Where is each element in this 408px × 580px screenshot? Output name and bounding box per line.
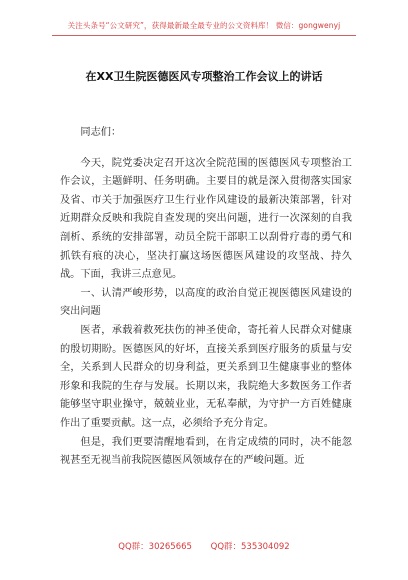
paragraph: 今天，院党委决定召开这次全院范围的医德医风专项整治工作会议，主题鲜明、任务明确。主要目的就是深入贯彻落实国家及省、市关于加强医疗卫生行业作风建设的最新决策部署，针对近期群众反映和我院自查发现的突出问题，进行一次深刻的自我剖析、系统的安排部署，动员全院干部职工以刮骨疗毒的勇气和抓铁有痕的决心，坚决打赢这场医德医风建设的攻坚战、持久战。下面，我讲三点意见。 [60, 157, 352, 281]
section-heading: 一、认清严峻形势，以高度的政治自觉正视医德医风建设的突出问题 [60, 287, 352, 318]
header-notice: 关注头条号“公文研究”，获得最新最全最专业的公文资料库！ 微信：gongwenyj [67, 21, 341, 30]
header-divider [52, 35, 356, 36]
document-body [60, 124, 352, 471]
document-title: 在XX卫生院医德医风专项整治工作会议上的讲话 [85, 70, 323, 83]
greeting: 同志们： [80, 127, 122, 138]
paragraph: 医者，承载着救死扶伤的神圣使命，寄托着人民群众对健康的殷切期盼。医德医风的好坏，直接关系到医疗服务的质量与安全，关系到人民群众的切身利益，更关系到卫生健康事业的整体形象和我院的生存与发展。长期以来，我院绝大多数医务工作者能够坚守职业操守，兢兢业业，无私奉献，为守护一方百姓健康作出了重要贡献。这一点，必须给予充分肯定。 [60, 324, 352, 429]
footer-qq-group-1: QQ群：30265665 [118, 542, 192, 552]
paragraph: 但是，我们更要清醒地看到，在肯定成绩的同时，决不能忽视甚至无视当前我院医德医风领域存在的严峻问题。近 [60, 436, 352, 467]
footer-contacts [52, 540, 356, 552]
footer-qq-group-2: QQ群：535304092 [210, 542, 290, 552]
